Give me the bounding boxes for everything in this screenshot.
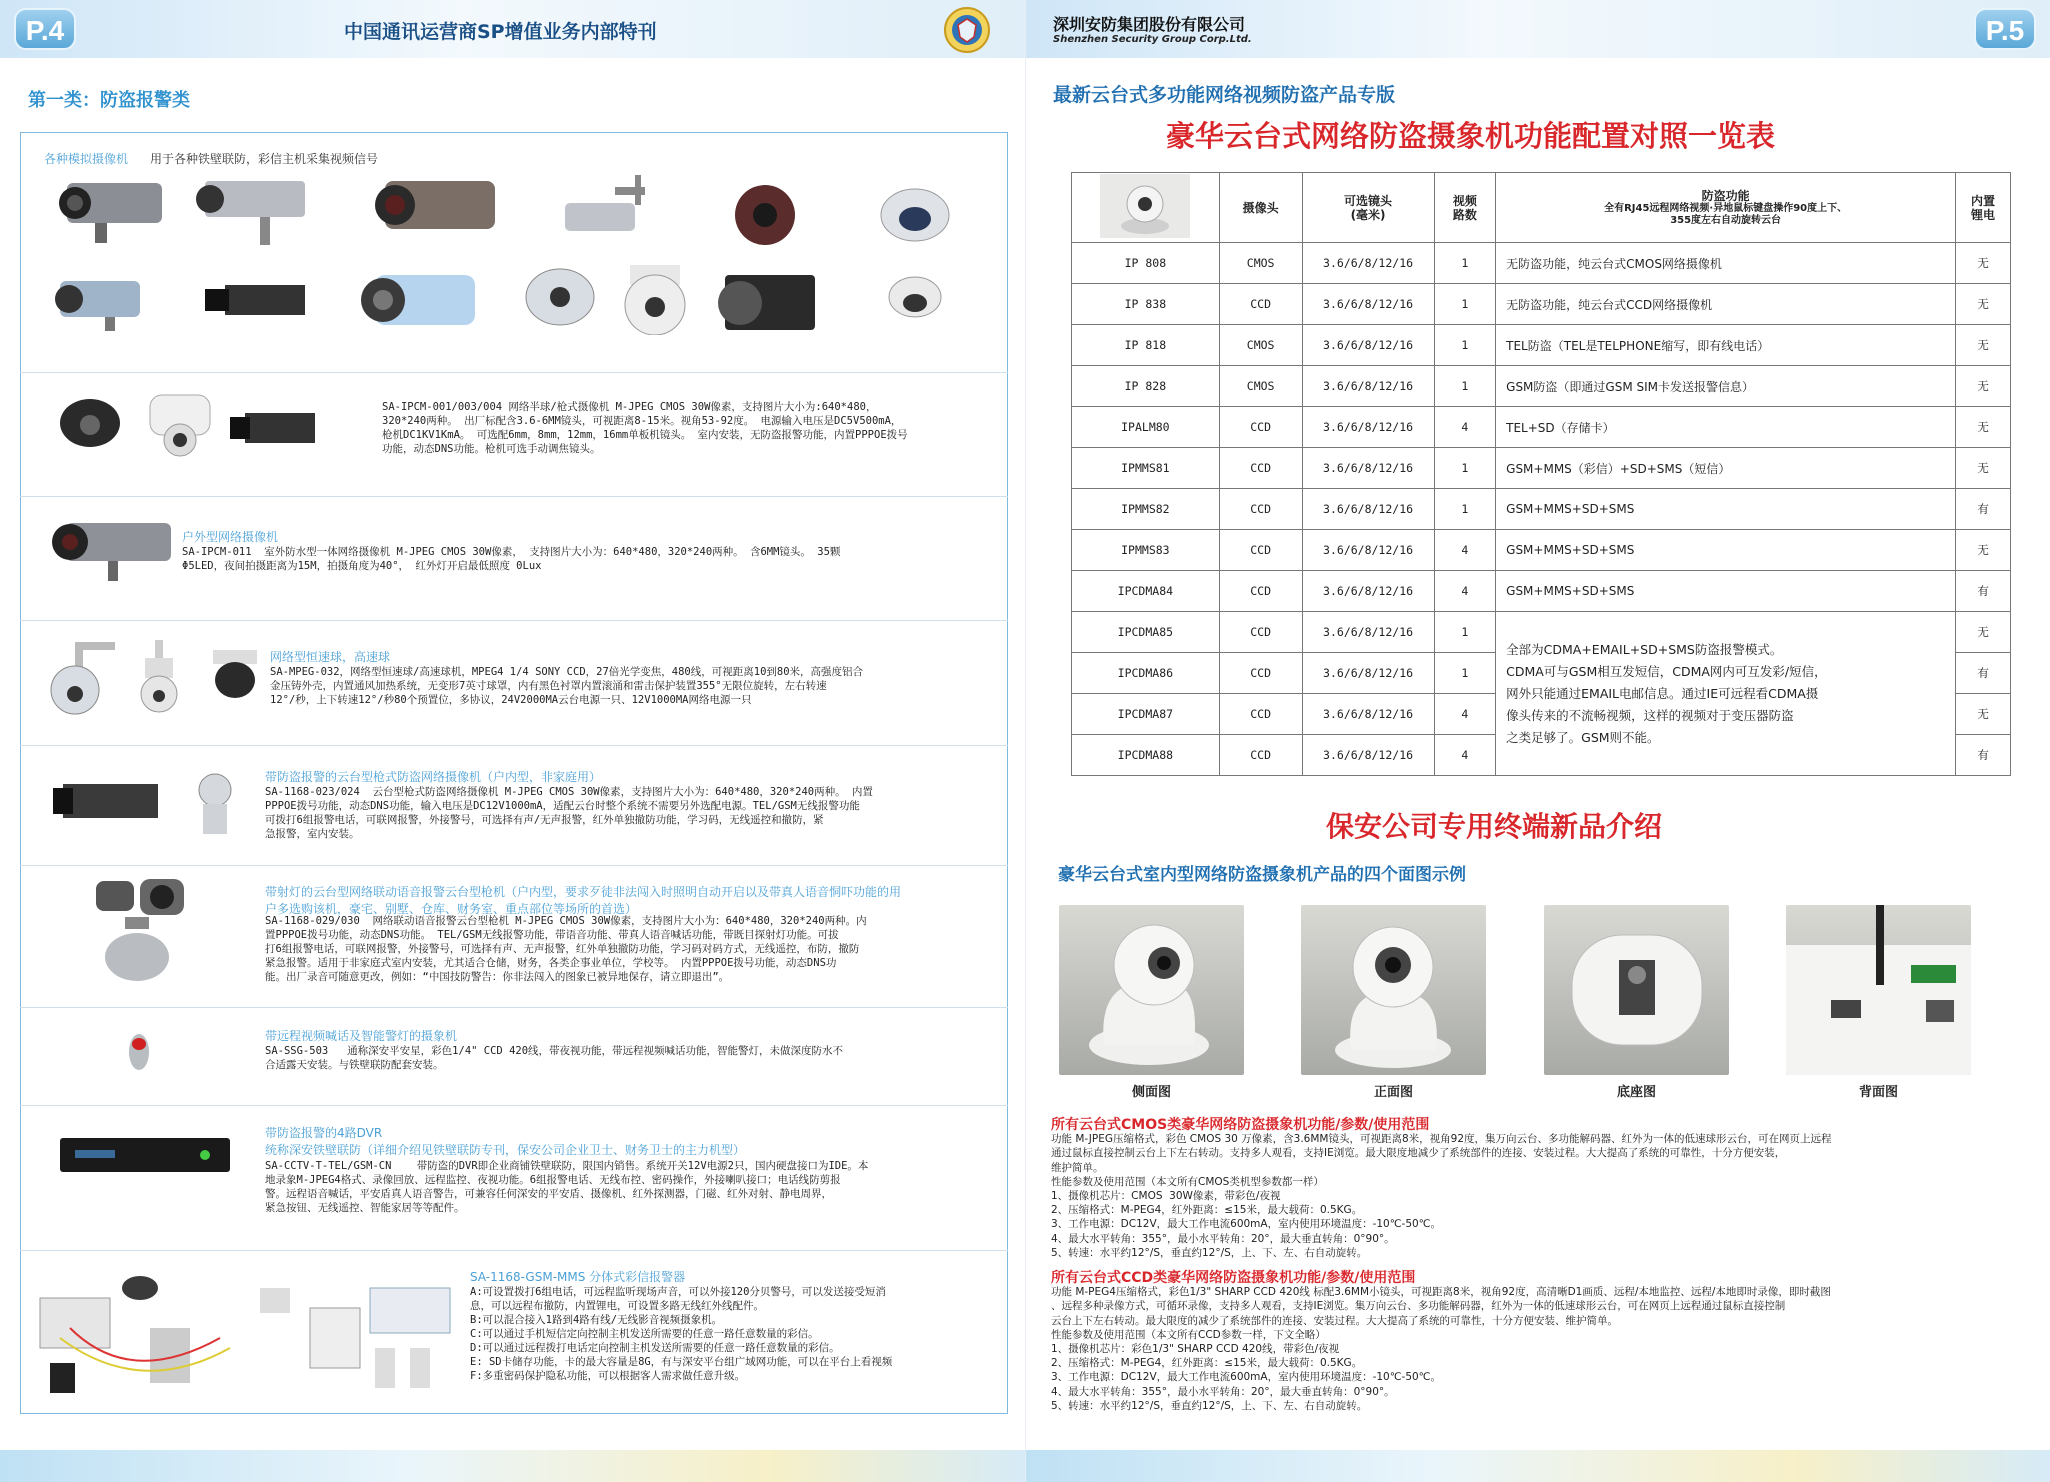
base-view-label: 底座图 (1616, 1085, 1656, 1100)
cell-function: GSM+MMS+SD+SMS (1496, 489, 1956, 530)
pan-tilt-camera-image (45, 770, 245, 840)
table-body (1072, 243, 2011, 776)
cell-lens: 3.6/6/8/12/16 (1302, 325, 1434, 366)
divider (20, 865, 1008, 866)
ir-camera-image (375, 181, 495, 229)
divider (20, 745, 1008, 746)
front-view-label: 正面图 (1373, 1085, 1413, 1100)
header-function (1496, 173, 1956, 243)
cell-lens: 3.6/6/8/12/16 (1302, 366, 1434, 407)
divider (20, 496, 1008, 497)
cell-battery: 有 (1956, 653, 2011, 694)
cell-battery: 无 (1956, 243, 2011, 284)
section-desc-speed-dome: SA-MPEG-032，网络型恒速球/高速球机，MPEG4 1/4 SONY CCD，27倍光学变焦，480线，可视距离10到80米，高强度铝合 金压铸外壳，内置通风加热系统，无变形7英寸球罩，内有黑色衬罩内置滚涌和雷击保护装置355°无限位旋转，左右转速 12°/秒，上下转速12°/秒80个预置位，多协议，24V2000MA云台电源一只、12V1000MA网络电源一只 (270, 666, 864, 706)
cell-model: IPCDMA85 (1072, 612, 1220, 653)
outdoor-camera-image (48, 515, 178, 585)
cell-model: IPMMS82 (1072, 489, 1220, 530)
cell-channels: 1 (1434, 325, 1496, 366)
table-title: 豪华云台式网络防盗摄象机功能配置对照一览表 (1166, 119, 1776, 153)
cell-function: 无防盗功能，纯云台式CMOS网络摄像机 (1496, 243, 1956, 284)
table-row (1072, 612, 2011, 653)
cell-model: IPCDMA88 (1072, 735, 1220, 776)
cell-lens: 3.6/6/8/12/16 (1302, 694, 1434, 735)
cell-lens: 3.6/6/8/12/16 (1302, 489, 1434, 530)
feature-comparison-table (1071, 172, 2011, 776)
ccd-spec-title: 所有云台式CCD类豪华网络防盗摄象机功能/参数/使用范围 (1051, 1270, 1416, 1286)
cell-lens: 3.6/6/8/12/16 (1302, 653, 1434, 694)
dvr-image (55, 1130, 235, 1180)
company-name-cn: 深圳安防集团股份有限公司 (1053, 15, 1246, 34)
cell-channels: 1 (1434, 243, 1496, 284)
section-subtitle-analog: 用于各种铁壁联防，彩信主机采集视频信号 (150, 152, 379, 166)
back-view-label: 背面图 (1858, 1085, 1898, 1100)
cell-sensor: CCD (1219, 407, 1302, 448)
cell-sensor: CCD (1219, 571, 1302, 612)
cell-function: TEL+SD（存储卡） (1496, 407, 1956, 448)
divider (20, 1105, 1008, 1106)
cell-channels: 1 (1434, 366, 1496, 407)
bracket-camera-image (565, 175, 645, 231)
cell-lens: 3.6/6/8/12/16 (1302, 735, 1434, 776)
table-row (1072, 489, 2011, 530)
table-row (1072, 325, 2011, 366)
cell-sensor: CCD (1219, 735, 1302, 776)
network-camera-images (55, 385, 325, 475)
divider (20, 372, 1008, 373)
cell-battery: 无 (1956, 284, 2011, 325)
cell-battery: 无 (1956, 448, 2011, 489)
cell-battery: 无 (1956, 407, 2011, 448)
speed-dome-image (625, 265, 685, 335)
cell-lens: 3.6/6/8/12/16 (1302, 571, 1434, 612)
cell-lens: 3.6/6/8/12/16 (1302, 243, 1434, 284)
cell-cdma-note: 全部为CDMA+EMAIL+SD+SMS防盗报警模式。 CDMA可与GSM相互发短信，CDMA网内可互发彩/短信， 网外只能通过EMAIL电邮信息。通过IE可远程看CDMA摄 像头传来的不流畅视频，这样的视频对于变压器防盗 之类足够了。GSM则不能。 (1496, 612, 1956, 776)
dome-camera-image (881, 189, 949, 241)
mms-alarm-kit-image (30, 1268, 460, 1403)
table-row (1072, 530, 2011, 571)
section-title-voice: 带远程视频喊话及智能警灯的摄象机 (265, 1029, 458, 1043)
emblem-icon (938, 5, 996, 55)
cell-lens: 3.6/6/8/12/16 (1302, 284, 1434, 325)
section-title-outdoor: 户外型网络摄像机 (182, 530, 279, 544)
section-desc-spotlight: SA-1168-029/030 网络联动语音报警云台型枪机 M-JPEG CMOS 30W像素，支持图片大小为：640*480，320*240两种。内 置PPPOE拨号功能，动态DNS功能。 TEL/GSM无线报警功能，带语音功能、带真人语音喊话功能，带既目探射灯功能。可拔 打6组报警电话，可联网报警，外接警号，可选择有声、无声报警，红外单独撤防功能，学习码对码方式，无线遥控，布防，撤防 紧急报警。适用于非家庭式室内安装，尤其适合仓储，财务，各类企事业单位，学校等。 内置PPPOE拨号功能，动态DNS功 能。出厂录音可随意更改，例如：“中国技防警告：你非法闯入的图象已被异地保存，请立即退出”。 (265, 915, 867, 983)
table-row (1072, 407, 2011, 448)
cell-channels: 1 (1434, 612, 1496, 653)
cell-function: GSM+MMS+SD+SMS (1496, 530, 1956, 571)
header-product-image (1072, 173, 1220, 243)
section-desc-outdoor: SA-IPCM-011 室外防水型一体网络摄像机 M-JPEG CMOS 30W像素， 支持图片大小为：640*480，320*240两种。 含6MM镜头。 35颗 Φ5LED，夜间拍摄距离为15M，拍摄角度为40°， 红外灯开启最低照度 0Lux (182, 546, 841, 572)
cell-model: IPALM80 (1072, 407, 1220, 448)
back-view-photo (1786, 905, 1971, 1075)
cell-battery: 无 (1956, 612, 2011, 653)
ccd-spec-block (1051, 1271, 2036, 1413)
section-title-speed-dome: 网络型恒速球，高速球 (270, 650, 391, 664)
new-products-title: 保安公司专用终端新品介绍 (1326, 810, 1663, 843)
bottom-banner (1026, 1450, 2050, 1482)
cell-model: IPCDMA87 (1072, 694, 1220, 735)
cell-model: IP 838 (1072, 284, 1220, 325)
section-desc-dvr: SA-CCTV-T-TEL/GSM-CN 带防盗的DVR即企业商铺铁壁联防，限国内销售。系统开关12V电源2只，国内硬盘接口为IDE。本 地录象M-JPEG4格式、录像回放、远程监控、夜视功能。6组报警电话、无线布控、密码操作，外接喇叭接口；电话线防剪报 警。远程语音喊话，平安盾真人语音警告，可兼容任何深安的平安盾、摄像机、红外探测器，门磁、红外对射、静电周界， 紧急按钮、无线遥控、智能家居等等配件。 (265, 1160, 869, 1214)
function-note: 全有RJ45远程网络视频·异地鼠标键盘操作90度上下、 355度左右自动旋转云台 (1604, 202, 1848, 226)
cell-channels: 4 (1434, 530, 1496, 571)
section-title-analog: 各种模拟摄像机 (44, 152, 129, 166)
section-title-spotlight: 带射灯的云台型网络联动语音报警云台型枪机（户内型，要求歹徒非法闯入时照明自动开启以及带真人语音恫吓功能的用 户多选购该机，豪宅、别墅、仓库、财务室、重点部位等场所的首选） (265, 885, 902, 916)
table-row (1072, 366, 2011, 407)
section-desc-voice: SA-SSG-503 通称深安平安星，彩色1/4" CCD 420线，带夜视功能，带远程视频喊话功能，智能警灯，未做深度防水不 合适露天安装。与铁壁联防配套安装。 (265, 1045, 844, 1071)
cell-function: 无防盗功能，纯云台式CCD网络摄像机 (1496, 284, 1956, 325)
cell-function: GSM防盗（即通过GSM SIM卡发送报警信息） (1496, 366, 1956, 407)
base-view-photo (1544, 905, 1729, 1075)
side-view-photo (1059, 905, 1244, 1075)
bullet-camera-image (196, 181, 305, 245)
cell-channels: 4 (1434, 735, 1496, 776)
cell-sensor: CCD (1219, 612, 1302, 653)
ip-camera-thumb-icon (1100, 174, 1190, 238)
section-title-mms: SA-1168-GSM-MMS 分体式彩信报警器 (470, 1270, 686, 1284)
masthead: 中国通讯运营商SP增值业务内部特刊 (344, 21, 657, 43)
ccd-spec-text: 功能 M-PEG4压缩格式，彩色1/3" SHARP CCD 420线 标配3.6MM小镜头，可视距离8米，视角92度，高清晰D1画质、远程/本地监控、远程/本地即时录像，即时截图 、远程多种录像方式，可循环录像，支持多人观看，支持IE浏览。集万向云台、多功能解码器，红外为一体的低速球形云台，可在网页上远程通过鼠标直接控制 云台上下左右转动。最大限度的减少了系统部件的连接、安装过程。大大提高了系统的可靠性，十分方便安装、维护简单。 性能参数及使用范围（本文所有CCD参数一样，下文全略） 1、摄像机芯片：彩色1/3" SHARP CCD 420线，带彩色/夜视 2、压缩格式：M-PEG4，红外距离：≤15米，最大载荷：0.5KG。 3、工作电源：DC12V，最大工作电流600mA，室内使用环境温度：-10℃-50℃。 4、最大水平转角：355°，最小水平转角：20°，最大垂直转角：0°90°。 5、转速：水平约12°/S，垂直约12°/S，上、下、左、右自动旋转。 (1051, 1286, 1831, 1412)
cell-lens: 3.6/6/8/12/16 (1302, 407, 1434, 448)
section-desc-mms: A:可设置拨打6组电话，可远程监听现场声音，可以外接120分贝警号，可以发送接受短消 息，可以远程布撤防，内置锂电，可设置多路无线红外线配件。 B:可以混合接入1路到4路有线/无线影音视频摄象机。 C:可以通过手机短信定向控制主机发送所需要的任意一路任意数量的彩信。 D:可以通过远程拨打电话定向控制主机发送所需要的任意一路任意数量的彩信。 E: SD卡储存功能，卡的最大容量是8G，有与深安平台组广域网功能，可以在平台上看视频 F:多重密码保护隐私功能，可以根据客人需求做任意升级。 (470, 1286, 893, 1382)
right-page (1025, 0, 2050, 1482)
cell-channels: 1 (1434, 489, 1496, 530)
header-channels: 视频 路数 (1434, 173, 1496, 243)
company-name-en: Shenzhen Security Group Corp.Ltd. (1053, 34, 1252, 45)
speed-dome-image (526, 269, 594, 325)
table-row (1072, 448, 2011, 489)
cell-sensor: CMOS (1219, 243, 1302, 284)
cell-battery: 无 (1956, 694, 2011, 735)
four-views-title: 豪华云台式室内型网络防盗摄象机产品的四个面图示例 (1058, 865, 1466, 885)
cell-channels: 1 (1434, 653, 1496, 694)
cell-sensor: CMOS (1219, 366, 1302, 407)
spotlight-camera-image (90, 875, 190, 990)
ir-camera-image (361, 275, 475, 325)
cell-lens: 3.6/6/8/12/16 (1302, 448, 1434, 489)
divider (20, 1007, 1008, 1008)
bottom-banner (0, 1450, 1025, 1482)
box-camera-image (205, 285, 305, 315)
cmos-spec-title: 所有云台式CMOS类豪华网络防盗摄象机功能/参数/使用范围 (1051, 1117, 1430, 1133)
page-number-right: P.5 (1974, 8, 2036, 50)
header-battery: 内置 锂电 (1956, 173, 2011, 243)
section-desc-ptz-alarm: SA-1168-023/024 云台型枪式防盗网络摄像机 M-JPEG CMOS 30W像素，支持图片大小为：640*480，320*240两种。 内置 PPPOE拨号功能，动态DNS功能，输入电压是DC12V1000mA，适配云台时整个系统不需要另外选配电源。TEL/GSM无线报警功能 可拨打6组报警电话，可联网报警，外接警号，可选择有声/无声报警，红外单独撤防功能，学习码，无线遥控和撤防，紧 急报警，室内安装。 (265, 786, 873, 840)
cell-battery: 有 (1956, 571, 2011, 612)
cell-channels: 1 (1434, 284, 1496, 325)
cell-sensor: CCD (1219, 694, 1302, 735)
cell-model: IP 818 (1072, 325, 1220, 366)
cell-battery: 无 (1956, 530, 2011, 571)
cell-model: IP 828 (1072, 366, 1220, 407)
cell-battery: 有 (1956, 735, 2011, 776)
cell-model: IP 808 (1072, 243, 1220, 284)
cell-channels: 4 (1434, 407, 1496, 448)
section-title-dvr: 带防盗报警的4路DVR 统称深安铁壁联防（详细介绍见铁壁联防专刊，保安公司企业卫士、财务卫士的主力机型） (265, 1126, 746, 1157)
category-title: 第一类：防盗报警类 (28, 90, 190, 111)
cell-sensor: CCD (1219, 448, 1302, 489)
table-row (1072, 243, 2011, 284)
cmos-spec-block (1051, 1118, 2036, 1260)
zoom-camera-image (718, 275, 815, 330)
cell-lens: 3.6/6/8/12/16 (1302, 612, 1434, 653)
cell-function: GSM+MMS+SD+SMS (1496, 571, 1956, 612)
headline: 最新云台式多功能网络视频防盗产品专版 (1053, 84, 1396, 106)
cell-battery: 有 (1956, 489, 2011, 530)
cell-battery: 无 (1956, 366, 2011, 407)
cell-battery: 无 (1956, 325, 2011, 366)
cell-model: IPCDMA86 (1072, 653, 1220, 694)
cell-sensor: CCD (1219, 653, 1302, 694)
divider (20, 620, 1008, 621)
cell-lens: 3.6/6/8/12/16 (1302, 530, 1434, 571)
dome-camera-image (735, 185, 795, 245)
bullet-camera-image (59, 183, 162, 243)
cmos-spec-text: 功能 M-JPEG压缩格式，彩色 CMOS 30 万像素，含3.6MM镜头，可视距离8米，视角92度，集万向云台、多功能解码器、红外为一体的低速球形云台，可在网页上远程 通过鼠标直接控制云台上下左右转动。支持多人观看，支持IE浏览。最大限度地减少了系统部件的连接、安装过程。大大提高了系统的可靠性，十分方便安装， 维护简单。 性能参数及使用范围（本文所有CMOS类机型参数都一样） 1、摄像机芯片：CMOS 30W像素，带彩色/夜视 2、压缩格式：M-PEG4，红外距离：≤15米，最大载荷：0.5KG。 3、工作电源：DC12V，最大工作电流600mA，室内使用环境温度：-10℃-50℃。 4、最大水平转角：355°，最小水平转角：20°，最大垂直转角：0°90°。 5、转速：水平约12°/S，垂直约12°/S，上、下、左、右自动旋转。 (1051, 1133, 1832, 1259)
cell-channels: 1 (1434, 448, 1496, 489)
divider (20, 1250, 1008, 1251)
analog-camera-grid (55, 175, 995, 335)
side-view-label: 侧面图 (1131, 1085, 1171, 1100)
cell-function: GSM+MMS（彩信）+SD+SMS（短信） (1496, 448, 1956, 489)
cell-channels: 4 (1434, 571, 1496, 612)
mini-dome-image (889, 277, 941, 317)
cell-sensor: CMOS (1219, 325, 1302, 366)
cell-sensor: CCD (1219, 284, 1302, 325)
page-number-left: P.4 (14, 8, 76, 50)
table-row (1072, 284, 2011, 325)
cell-function: TEL防盗（TEL是TELPHONE缩写，即有线电话） (1496, 325, 1956, 366)
bullet-camera-image (55, 281, 140, 331)
section-desc-ipcm: SA-IPCM-001/003/004 网络半球/枪式摄像机 M-JPEG CMOS 30W像素，支持图片大小为:640*480， 320*240两种。 出厂标配含3.6-6MM镜头，可视距离8-15米。视角53-92度。 电源输入电压是DC5V500mA， 枪机DC1KV1KmA。 可选配6mm，8mm，12mm，16mm单板机镜头。 室内安装，无防盗报警功能，内置PPPOE拨号 功能，动态DNS功能。枪机可选手动调焦镜头。 (382, 401, 908, 455)
cell-model: IPMMS81 (1072, 448, 1220, 489)
ping-an-star-image (125, 1030, 155, 1075)
speed-dome-images (45, 640, 265, 730)
cell-channels: 4 (1434, 694, 1496, 735)
function-label: 防盗功能 (1701, 188, 1750, 203)
front-view-photo (1301, 905, 1486, 1075)
header-lens: 可选镜头 (毫米) (1302, 173, 1434, 243)
table-row (1072, 571, 2011, 612)
cell-model: IPMMS83 (1072, 530, 1220, 571)
header-sensor: 摄像头 (1219, 173, 1302, 243)
cell-sensor: CCD (1219, 489, 1302, 530)
cell-model: IPCDMA84 (1072, 571, 1220, 612)
section-title-ptz-alarm: 带防盗报警的云台型枪式防盗网络摄像机（户内型，非家庭用） (265, 770, 602, 784)
cell-sensor: CCD (1219, 530, 1302, 571)
